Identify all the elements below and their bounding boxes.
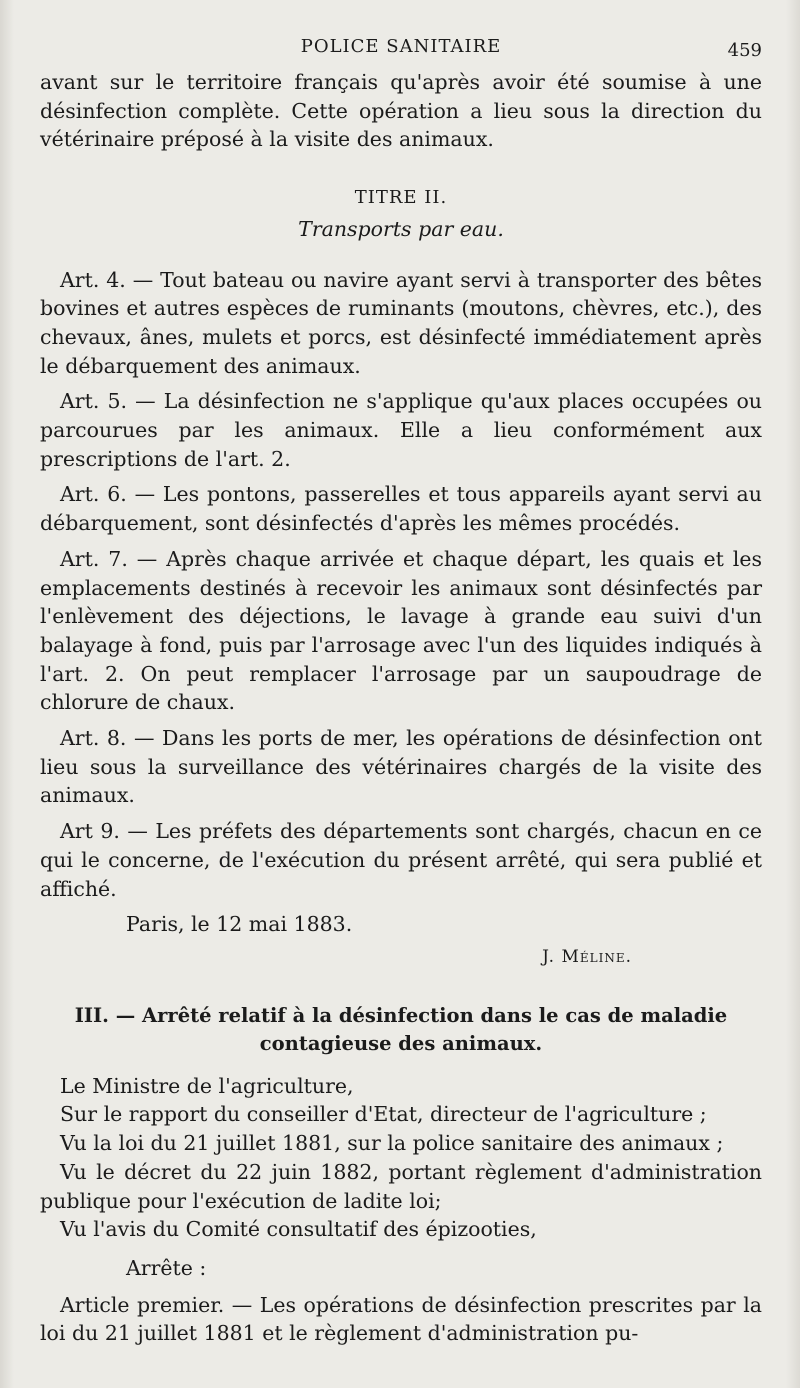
article-7: Art. 7. — Après chaque arrivée et chaque départ, les quais et les emplacements destinés à recevoir les animaux sont désinfectés par l'enlèvement des déjections, le lavage à grande eau suivi d'un balayage à fond, puis par l'arrosage avec l'un des liquides indiqués à l'art. 2. On peut remplacer l'arrosage par un saupoudrage de chlorure de chaux. xyxy=(40,546,762,715)
page-body xyxy=(40,68,762,1348)
article-6: Art. 6. — Les pontons, passerelles et tous appareils ayant servi au débarquement, sont désinfectés d'après les mêmes procédés. xyxy=(40,482,762,536)
arrete-label: Arrête : xyxy=(126,1255,207,1280)
signature: J. Méline. xyxy=(542,946,632,967)
section-heading: III. — Arrêté relatif à la désinfection dans le cas de maladie contagieuse des animaux. xyxy=(74,1003,728,1055)
preamble-line: Vu la loi du 21 juillet 1881, sur la police sanitaire des animaux ; xyxy=(60,1131,724,1156)
article-4: Art. 4. — Tout bateau ou navire ayant servi à transporter des bêtes bovines et autres espèces de ruminants (moutons, chèvres, etc.), des chevaux, ânes, mulets et porcs, est désinfecté immédiatement après le débarquement des animaux. xyxy=(40,267,762,378)
titre-heading: TITRE II. xyxy=(354,187,448,209)
preamble-line: Sur le rapport du conseiller d'Etat, directeur de l'agriculture ; xyxy=(60,1102,707,1127)
continuation-paragraph: avant sur le territoire français qu'après avoir été soumise à une désinfection complète. Cette opération a lieu sous la direction du vétérinaire préposé à la visite des animaux. xyxy=(40,70,762,152)
page-number: 459 xyxy=(727,40,762,61)
preamble-line: Vu le décret du 22 juin 1882, portant règlement d'administration publique pour l'exécution de ladite loi; xyxy=(40,1159,762,1213)
preamble-line: Le Ministre de l'agriculture, xyxy=(60,1073,354,1098)
article-9: Art 9. — Les préfets des départements sont chargés, chacun en ce qui le concerne, de l'exécution du présent arrêté, qui sera publié et affiché. xyxy=(40,819,762,901)
preamble-line: Vu l'avis du Comité consultatif des épizooties, xyxy=(60,1217,537,1242)
article-8: Art. 8. — Dans les ports de mer, les opérations de désinfection ont lieu sous la surveillance des vétérinaires chargés de la visite des animaux. xyxy=(40,726,762,808)
article-premier: Article premier. — Les opérations de désinfection prescrites par la loi du 21 juillet 1881 et le règlement d'administration pu- xyxy=(40,1292,762,1346)
place-date: Paris, le 12 mai 1883. xyxy=(126,912,353,937)
running-head xyxy=(40,36,762,60)
titre-subtitle: Transports par eau. xyxy=(298,216,504,241)
article-5: Art. 5. — La désinfection ne s'applique qu'aux places occupées ou parcourues par les animaux. Elle a lieu conformément aux prescriptions de l'art. 2. xyxy=(40,389,762,471)
running-title: POLICE SANITAIRE xyxy=(300,36,502,57)
